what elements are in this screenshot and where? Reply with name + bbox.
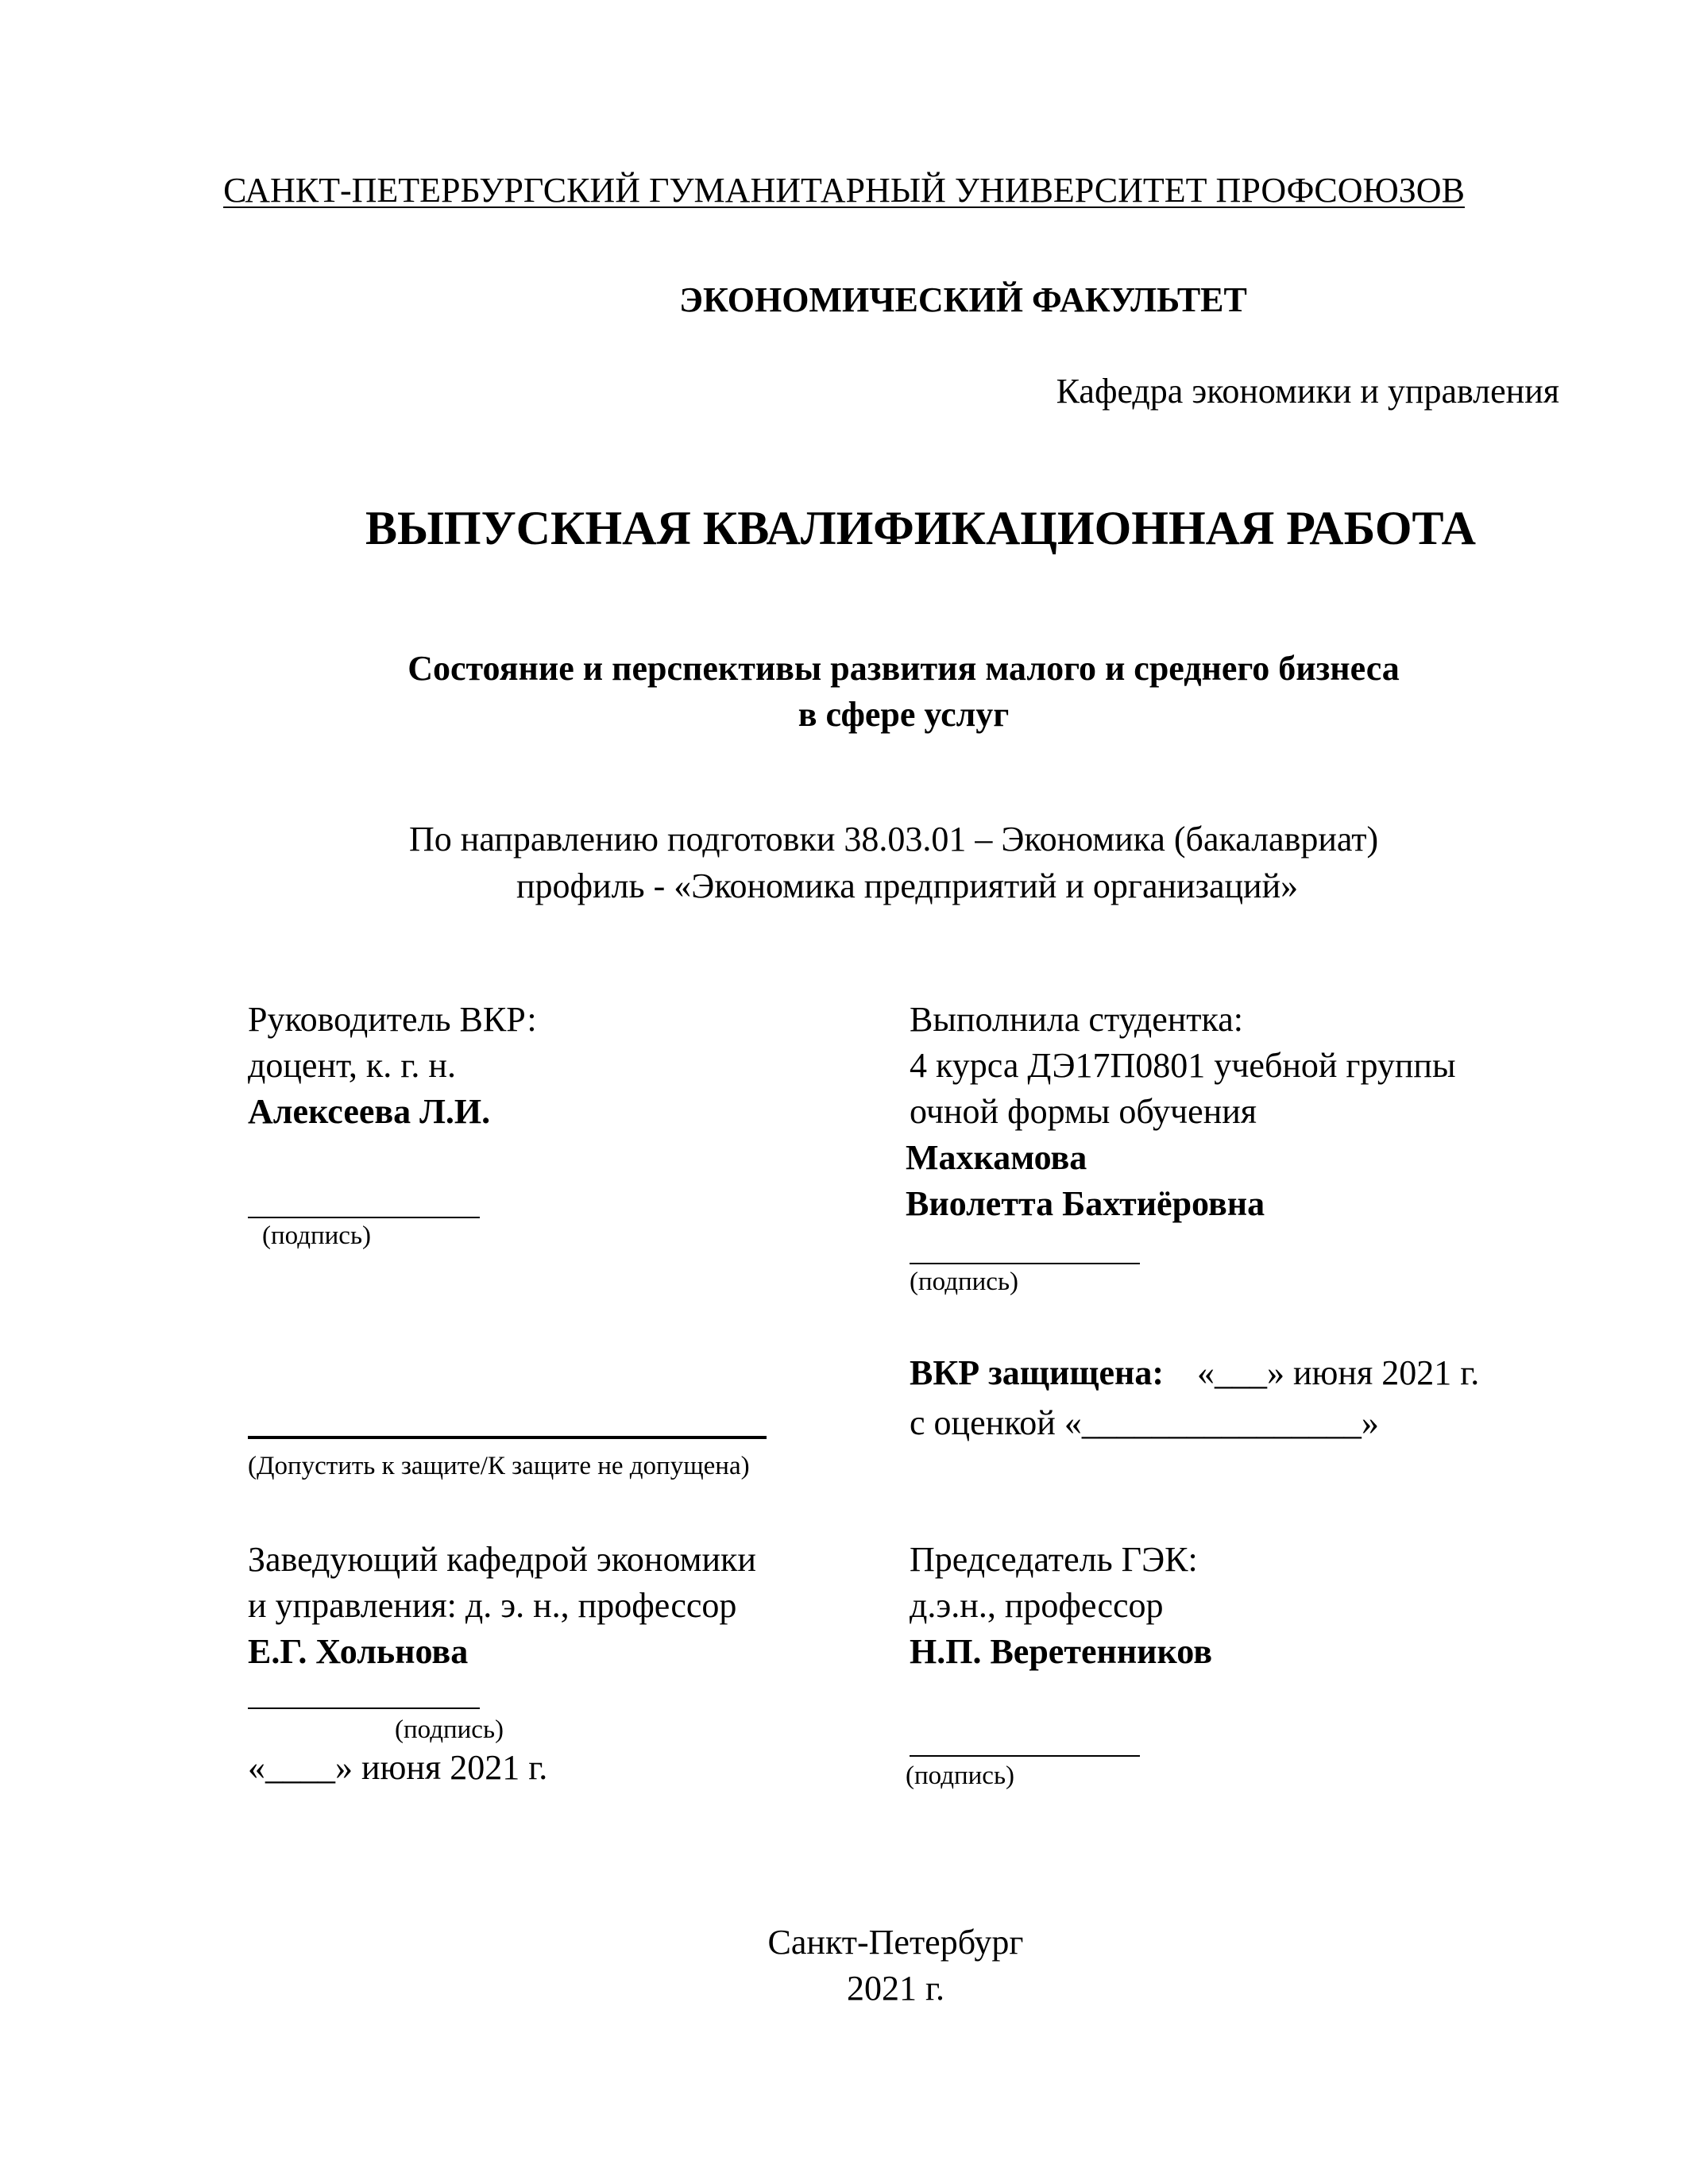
program-line1: По направлению подготовки 38.03.01 – Экономика (бакалавриат) (409, 820, 1379, 859)
head-signature-line (248, 1707, 480, 1709)
faculty-name: ЭКОНОМИЧЕСКИЙ ФАКУЛЬТЕТ (679, 280, 1247, 319)
university-name: САНКТ-ПЕТЕРБУРГСКИЙ ГУМАНИТАРНЫЙ УНИВЕРСИТЕТ ПРОФСОЮЗОВ (223, 171, 1465, 210)
defense-grade: с оценкой «________________» (910, 1403, 1379, 1442)
defense-label: ВКР защищена: (910, 1353, 1164, 1392)
admission-caption: (Допустить к защите/К защите не допущена) (248, 1452, 750, 1480)
student-surname: Махкамова (906, 1138, 1087, 1177)
defense-date: «___» июня 2021 г. (1197, 1353, 1480, 1392)
student-heading: Выполнила студентка: (910, 1000, 1243, 1039)
chair-name: Н.П. Веретенников (910, 1632, 1212, 1671)
student-course-group: 4 курса ДЭ17П0801 учебной группы (910, 1046, 1456, 1085)
thesis-title-line1: Состояние и перспективы развития малого и среднего бизнеса (408, 649, 1400, 688)
chair-signature-caption: (подпись) (906, 1761, 1014, 1790)
supervisor-signature-line (248, 1217, 480, 1218)
department-name: Кафедра экономики и управления (1056, 372, 1559, 411)
head-title-line2: и управления: д. э. н., профессор (248, 1586, 737, 1625)
program-line2: профиль - «Экономика предприятий и организаций» (516, 866, 1299, 905)
work-type-title: ВЫПУСКНАЯ КВАЛИФИКАЦИОННАЯ РАБОТА (365, 502, 1476, 554)
chair-heading: Председатель ГЭК: (910, 1540, 1198, 1579)
admission-signature-line (248, 1436, 767, 1439)
chair-degree: д.э.н., профессор (910, 1586, 1164, 1625)
student-signature-line (910, 1263, 1140, 1264)
head-signature-caption: (подпись) (395, 1715, 504, 1744)
student-study-form: очной формы обучения (910, 1092, 1257, 1131)
supervisor-name: Алексеева Л.И. (248, 1092, 491, 1131)
head-name: Е.Г. Хольнова (248, 1632, 469, 1671)
supervisor-heading: Руководитель ВКР: (248, 1000, 537, 1039)
head-date: «____» июня 2021 г. (248, 1748, 548, 1787)
footer-year: 2021 г. (846, 1969, 945, 2008)
footer-city: Санкт-Петербург (767, 1923, 1024, 1962)
head-title-line1: Заведующий кафедрой экономики (248, 1540, 756, 1579)
supervisor-degree: доцент, к. г. н. (248, 1046, 456, 1085)
student-given-names: Виолетта Бахтиёровна (906, 1184, 1265, 1223)
chair-signature-line (910, 1755, 1140, 1757)
thesis-title-line2: в сфере услуг (798, 695, 1010, 734)
student-signature-caption: (подпись) (910, 1268, 1018, 1296)
supervisor-signature-caption: (подпись) (262, 1221, 371, 1250)
